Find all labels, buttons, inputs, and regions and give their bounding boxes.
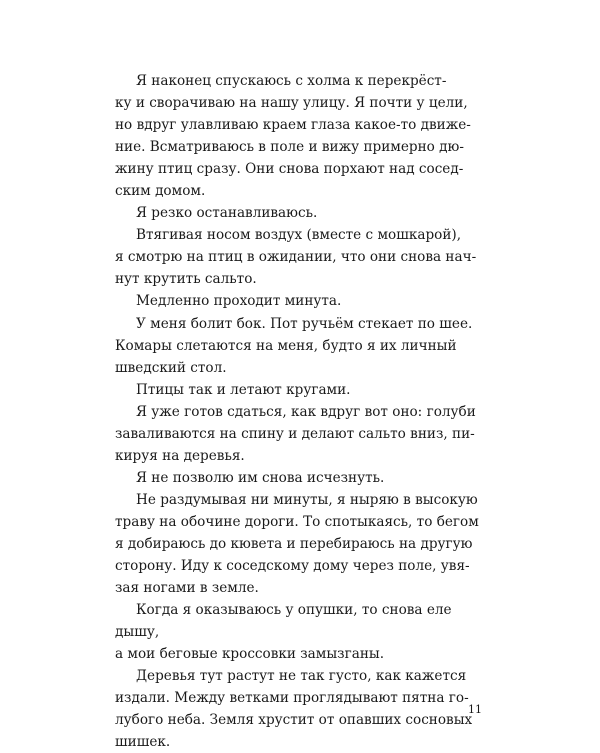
paragraph: Медленно проходит минута.: [136, 293, 342, 310]
paragraph: Когда я оказываюсь у опушки, то снова еле дышу, а мои беговые кроссовки замызганы.: [115, 602, 452, 663]
paragraph: Я наконец спускаюсь с холма к перекрёст- ку и сворачиваю на нашу улицу. Я почти у цели, но вдруг улавливаю краем глаза какое-то движе- ние. Всматриваюсь в поле и вижу примерно дю- жину птиц сразу. Они снова порхают над сосед- ским домом.: [115, 73, 471, 200]
paragraph: Я не позволю им снова исчезнуть.: [136, 469, 385, 486]
paragraph: Втягивая носом воздух (вместе с мошкарой), я смотрю на птиц в ожидании, что они снова нач- нут крутить сальто.: [115, 227, 477, 288]
paragraph: У меня болит бок. Пот ручьём стекает по шее. Комары слетаются на меня, будто я их личный шведский стол.: [115, 315, 473, 376]
page-body: [115, 70, 485, 753]
paragraph: Деревья тут растут не так густо, как кажется издали. Между ветками проглядывают пятна го- лубого неба. Земля хрустит от опавших сосновых шишек.: [115, 668, 473, 751]
paragraph: Птицы так и летают кругами.: [136, 381, 351, 398]
paragraph: Я уже готов сдаться, как вдруг вот оно: голуби заваливаются на спину и делают сальто вниз, пи- кируя на деревья.: [115, 403, 476, 464]
paragraph: Я резко останавливаюсь.: [136, 205, 318, 222]
page-number: 11: [468, 703, 482, 716]
paragraph: Не раздумывая ни минуты, я ныряю в высокую траву на обочине дороги. То спотыкаясь, то бегом я добираюсь до кювета и перебираюсь на другую сторону. Иду к соседскому дому через поле, увя- зая ногами в земле.: [115, 491, 479, 597]
